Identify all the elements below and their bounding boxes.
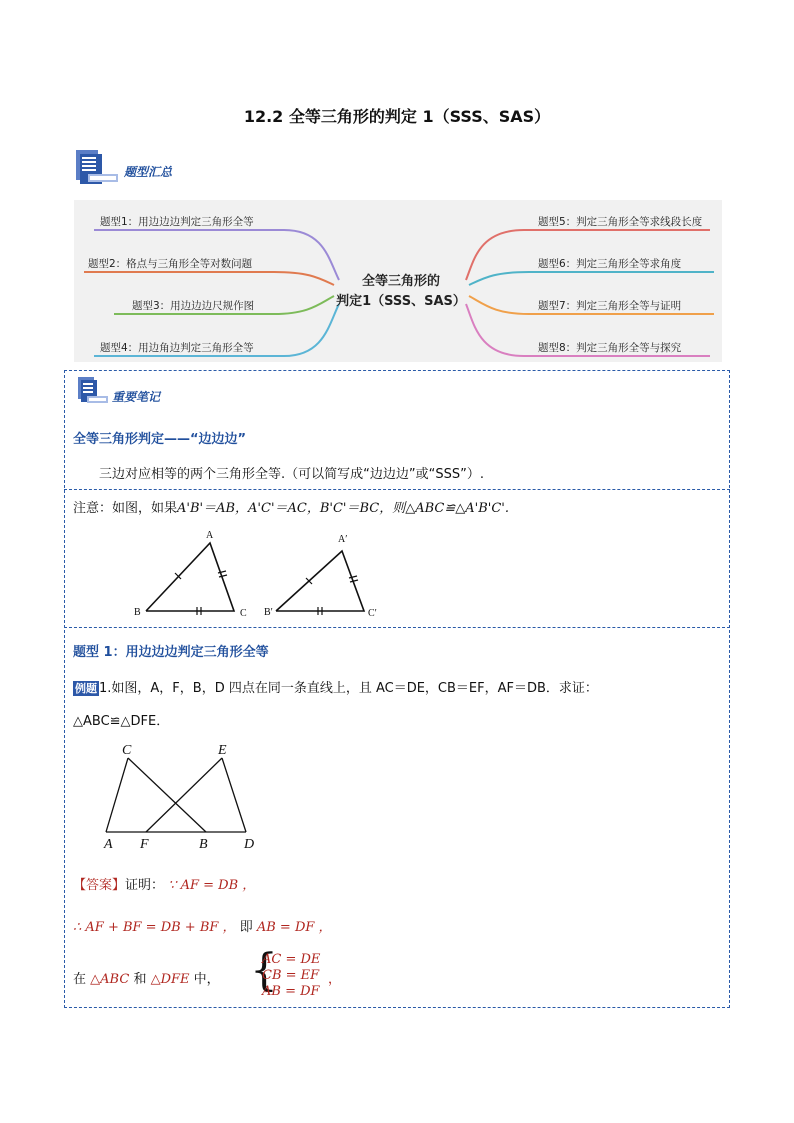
point-label: A — [104, 837, 113, 852]
book-stack-icon — [76, 375, 110, 407]
answer-line3-in: 中， — [193, 972, 220, 987]
answer-line1-prefix: 证明： — [125, 878, 165, 893]
answer-line2-tail: AB = DF ， — [256, 920, 332, 935]
mind-map-item-1: 题型1：用边边边判定三角形全等 — [100, 216, 254, 228]
mind-map-item-3: 题型3：用边边边尺规作图 — [132, 300, 255, 312]
notes-badge-label: 重要笔记 — [112, 390, 161, 404]
answer-line3 — [73, 968, 220, 987]
point-label: F — [140, 837, 149, 852]
summary-badge-label: 题型汇总 — [124, 165, 173, 179]
crossing-triangles-figure — [96, 740, 266, 852]
mind-map-center-line1: 全等三角形的 — [361, 274, 440, 289]
segment-cb — [128, 758, 206, 832]
answer-line3-triangle1: △ABC — [90, 972, 130, 987]
vertex-label: C — [240, 608, 247, 619]
equation-line: AC = DE — [262, 952, 321, 967]
divider-line — [64, 489, 730, 490]
vertex-label: A — [206, 530, 214, 541]
point-label: B — [199, 837, 208, 852]
vertex-label: C′ — [368, 608, 377, 619]
branch-line — [84, 272, 334, 285]
divider-line — [64, 627, 730, 628]
segment-ac — [106, 758, 128, 832]
vertex-label: B′ — [264, 607, 273, 618]
equation-system-tail: ， — [328, 972, 342, 987]
equation-lines — [262, 952, 320, 1000]
branch-line — [469, 272, 714, 285]
vertex-label: B — [134, 607, 141, 618]
segment-fe — [146, 758, 222, 832]
two-triangles-figure — [120, 525, 390, 625]
example-problem-line2: △ABC≌△DFE． — [73, 714, 170, 729]
notes-badge — [76, 375, 196, 409]
vertex-label: A′ — [338, 534, 348, 545]
mind-map-center-line2: 判定1（SSS、SAS） — [336, 294, 466, 309]
point-label: C — [122, 743, 132, 758]
mind-map — [74, 200, 722, 362]
answer-tag: 【答案】 — [73, 878, 126, 893]
mind-map-center — [326, 272, 476, 312]
equation-system — [250, 945, 350, 1004]
page-title: 12.2 全等三角形的判定 1（SSS、SAS） — [243, 107, 551, 126]
equation-line: AB = DF — [262, 984, 320, 999]
segment-ed — [222, 758, 246, 832]
mind-map-item-5: 题型5：判定三角形全等求线段长度 — [538, 216, 703, 228]
notes-note — [73, 497, 509, 516]
notes-rule: 三边对应相等的两个三角形全等.（可以简写成“边边边”或“SSS”）. — [99, 467, 484, 482]
point-label: D — [244, 837, 255, 852]
brace-icon: { — [250, 945, 278, 996]
answer-line2-math: ∴ AF + BF = DB + BF ， — [73, 920, 236, 935]
point-label: E — [218, 743, 227, 758]
notes-note-prefix: 注意：如图，如果 — [73, 501, 178, 516]
answer-line1 — [73, 874, 255, 893]
triangle-a-prime — [276, 551, 364, 611]
example-tag: 例题 — [75, 682, 97, 695]
example-problem-line1: 1.如图，A，F，B，D 四点在同一条直线上，且 AC＝DE，CB＝EF，AF＝DB．求证： — [99, 681, 598, 696]
notes-note-formula: A'B'＝AB，A'C'＝AC，B'C'＝BC，则△ABC≌△A'B'C'. — [177, 501, 510, 516]
mind-map-item-6: 题型6：判定三角形全等求角度 — [538, 258, 682, 270]
example-problem — [73, 677, 598, 696]
mind-map-item-7: 题型7：判定三角形全等与证明 — [538, 300, 682, 312]
mind-map-item-4: 题型4：用边角边判定三角形全等 — [100, 342, 254, 354]
summary-badge — [74, 148, 194, 186]
tick-mark — [349, 576, 357, 578]
answer-line3-prefix: 在 — [73, 972, 87, 987]
answer-line3-triangle2: △DFE — [150, 972, 190, 987]
equation-line: CB = EF — [262, 968, 320, 983]
answer-line1-math: ∵ AF = DB ， — [168, 878, 256, 893]
answer-line2 — [73, 916, 332, 935]
type1-heading: 题型 1：用边边边判定三角形全等 — [73, 645, 269, 660]
notes-heading: 全等三角形判定——“边边边” — [73, 432, 247, 447]
answer-line3-and: 和 — [133, 972, 147, 987]
book-stack-icon — [74, 148, 122, 188]
mind-map-item-2: 题型2：格点与三角形全等对数问题 — [88, 258, 253, 270]
mind-map-item-8: 题型8：判定三角形全等与探究 — [538, 342, 682, 354]
answer-line2-mid: 即 — [239, 920, 253, 935]
tick-mark — [219, 575, 227, 577]
